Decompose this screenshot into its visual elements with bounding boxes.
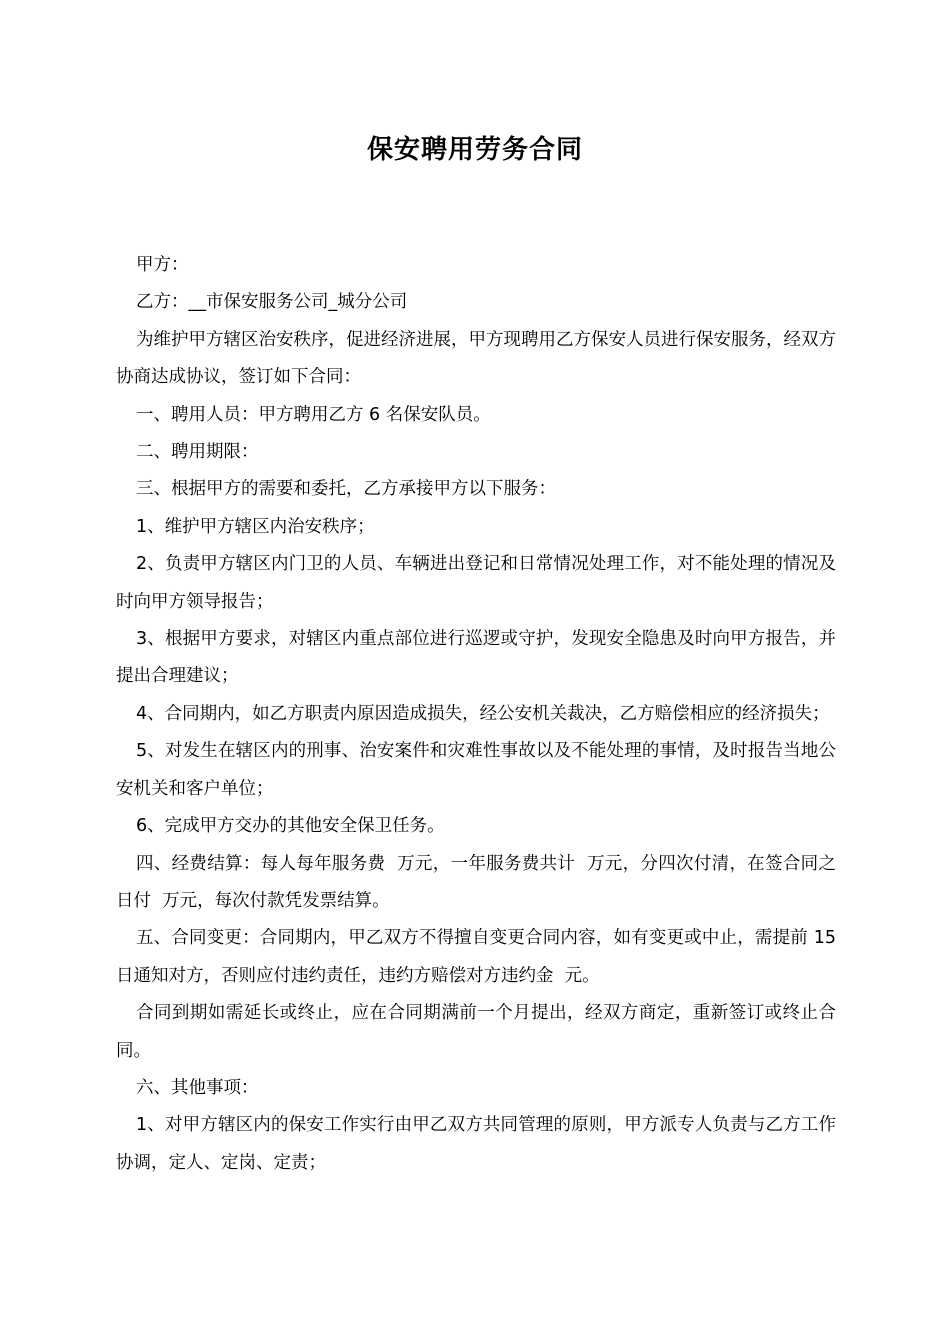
preamble-paragraph: 为维护甲方辖区治安秩序，促进经济进展，甲方现聘用乙方保安人员进行保安服务，经双方协商达成协议，签订如下合同：: [116, 329, 836, 388]
service-item-6: 6、完成甲方交办的其他安全保卫任务。: [136, 816, 445, 837]
party-b-line: 乙方：__市保安服务公司_城分公司: [136, 292, 408, 313]
clause-1-personnel: 一、聘用人员：甲方聘用乙方 6 名保安队员。: [136, 404, 491, 425]
document-title: 保安聘用劳务合同: [366, 135, 583, 165]
document-body: [116, 247, 842, 1182]
clause-4-settlement: 四、经费结算：每人每年服务费 万元，一年服务费共计 万元，分四次付清，在签合同之日付 万元，每次付款凭发票结算。: [116, 853, 836, 911]
service-item-1: 1、维护甲方辖区内治安秩序；: [136, 516, 375, 537]
service-item-3: 3、根据甲方要求，对辖区内重点部位进行巡逻或守护，发现安全隐患及时向甲方报告，并提出合理建议；: [116, 629, 836, 687]
other-item-1: 1、对甲方辖区内的保安工作实行由甲乙双方共同管理的原则，甲方派专人负责与乙方工作协调，定人、定岗、定责；: [116, 1115, 836, 1173]
service-item-4: 4、合同期内，如乙方职责内原因造成损失，经公安机关裁决，乙方赔偿相应的经济损失；: [136, 703, 830, 724]
service-item-2: 2、负责甲方辖区内门卫的人员、车辆进出登记和日常情况处理工作，对不能处理的情况及时向甲方领导报告；: [116, 554, 836, 612]
clause-2-term: 二、聘用期限：: [136, 442, 259, 463]
service-item-5: 5、对发生在辖区内的刑事、治安案件和灾难性事故以及不能处理的事情，及时报告当地公安机关和客户单位；: [116, 741, 836, 799]
clause-5-changes: 五、合同变更：合同期内，甲乙双方不得擅自变更合同内容，如有变更或中止，需提前 15 日通知对方，否则应付违约责任，违约方赔偿对方违约金 元。: [116, 928, 842, 986]
clause-3-services: 三、根据甲方的需要和委托，乙方承接甲方以下服务：: [136, 479, 556, 500]
clause-6-other: 六、其他事项：: [136, 1077, 259, 1098]
renewal-paragraph: 合同到期如需延长或终止，应在合同期满前一个月提出，经双方商定，重新签订或终止合同。: [116, 1003, 836, 1061]
party-a-line: 甲方：: [136, 255, 189, 275]
